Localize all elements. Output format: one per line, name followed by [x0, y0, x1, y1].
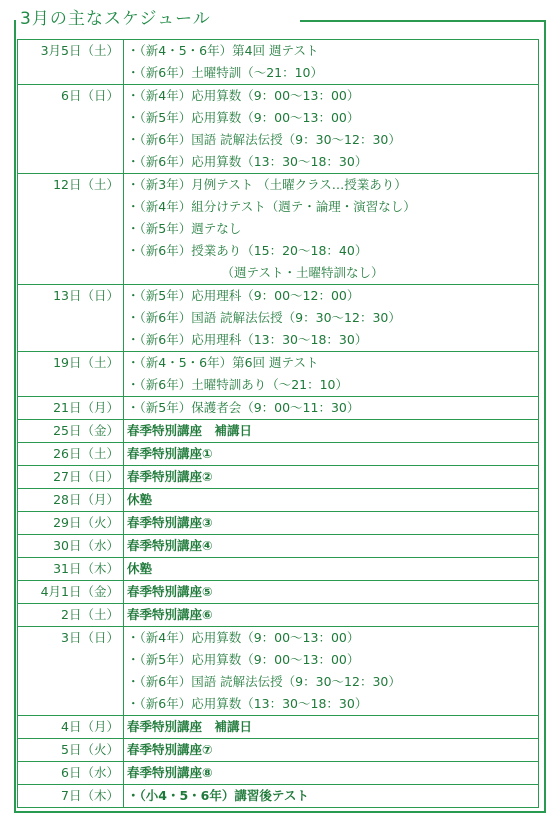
schedule-event-line: ・（新4年）組分けテスト（週テ・論理・演習なし） [127, 199, 416, 214]
schedule-date: 31日（木） [18, 558, 124, 581]
schedule-row [18, 466, 539, 489]
schedule-row [18, 489, 539, 512]
schedule-events [124, 558, 539, 581]
schedule-date: 7日（木） [18, 785, 124, 808]
schedule-events [124, 174, 539, 285]
schedule-row [18, 627, 539, 716]
schedule-date: 13日（日） [18, 285, 124, 352]
schedule-date: 5日（火） [18, 739, 124, 762]
schedule-date: 4月1日（金） [18, 581, 124, 604]
schedule-row [18, 762, 539, 785]
schedule-event-line: 春季特別講座 補講日 [127, 719, 253, 734]
schedule-event-line: ・（新6年）応用算数（13：30〜18：30） [127, 696, 368, 711]
schedule-events [124, 535, 539, 558]
schedule-date: 6日（水） [18, 762, 124, 785]
schedule-event-line: ・（小4・5・6年）講習後テスト [127, 788, 309, 803]
schedule-events [124, 716, 539, 739]
frame-bottom [14, 811, 546, 813]
schedule-event-line: 春季特別講座④ [127, 538, 213, 553]
schedule-events [124, 762, 539, 785]
schedule-event-line: ・（新6年）土曜特訓あり（〜21：10） [127, 377, 349, 392]
schedule-event-line: ・（新5年）応用算数（9：00〜13：00） [127, 110, 360, 125]
schedule-events [124, 604, 539, 627]
schedule-date: 4日（月） [18, 716, 124, 739]
schedule-row [18, 397, 539, 420]
schedule-event-line: 春季特別講座① [127, 446, 213, 461]
schedule-event-line: ・（新5年）保護者会（9：00〜11：30） [127, 400, 360, 415]
schedule-event-line: ・（新6年）応用算数（13：30〜18：30） [127, 154, 368, 169]
schedule-events [124, 581, 539, 604]
schedule-event-line: 春季特別講座⑥ [127, 607, 213, 622]
schedule-event-line: 春季特別講座⑦ [127, 742, 213, 757]
schedule-table [17, 39, 539, 808]
schedule-row [18, 739, 539, 762]
schedule-row [18, 512, 539, 535]
schedule-events [124, 40, 539, 85]
schedule-event-line: 春季特別講座⑧ [127, 765, 213, 780]
schedule-events [124, 85, 539, 174]
schedule-events [124, 489, 539, 512]
schedule-event-line: ・（新6年）国語 読解法伝授（9：30〜12：30） [127, 132, 401, 147]
schedule-date: 26日（土） [18, 443, 124, 466]
schedule-event-line: ・（新6年）土曜特訓（〜21：10） [127, 65, 324, 80]
schedule-body [18, 40, 539, 808]
schedule-event-line: ・（新4年）応用算数（9：00〜13：00） [127, 630, 360, 645]
schedule-date: 30日（水） [18, 535, 124, 558]
schedule-events [124, 785, 539, 808]
schedule-row [18, 716, 539, 739]
schedule-row [18, 420, 539, 443]
schedule-date: 6日（日） [18, 85, 124, 174]
schedule-events [124, 420, 539, 443]
schedule-event-line: （週テスト・土曜特訓なし） [221, 265, 384, 280]
schedule-event-line: ・（新4・5・6年）第4回 週テスト [127, 43, 319, 58]
schedule-events [124, 285, 539, 352]
schedule-event-line: ・（新4・5・6年）第6回 週テスト [127, 355, 319, 370]
schedule-event-line: 休塾 [127, 561, 153, 576]
schedule-event-line: ・（新3年）月例テスト （土曜クラス…授業あり） [127, 177, 407, 192]
schedule-row [18, 285, 539, 352]
schedule-date: 3月5日（土） [18, 40, 124, 85]
schedule-row [18, 581, 539, 604]
schedule-events [124, 443, 539, 466]
schedule-event-line: 春季特別講座③ [127, 515, 213, 530]
schedule-event-line: ・（新4年）応用算数（9：00〜13：00） [127, 88, 360, 103]
schedule-row [18, 85, 539, 174]
schedule-date: 3日（日） [18, 627, 124, 716]
schedule-row [18, 443, 539, 466]
schedule-event-line: 休塾 [127, 492, 153, 507]
frame-right [544, 20, 546, 813]
schedule-events [124, 466, 539, 489]
schedule-event-line: ・（新5年）週テなし [127, 221, 242, 236]
schedule-date: 12日（土） [18, 174, 124, 285]
schedule-event-line: ・（新6年）国語 読解法伝授（9：30〜12：30） [127, 310, 401, 325]
schedule-events [124, 352, 539, 397]
schedule-date: 28日（月） [18, 489, 124, 512]
schedule-row [18, 352, 539, 397]
schedule-events [124, 512, 539, 535]
schedule-event-line: 春季特別講座② [127, 469, 213, 484]
schedule-event-line: ・（新6年）応用理科（13：30〜18：30） [127, 332, 368, 347]
schedule-event-line: ・（新5年）応用理科（9：00〜12：00） [127, 288, 360, 303]
schedule-events [124, 627, 539, 716]
schedule-event-line: ・（新6年）授業あり（15：20〜18：40） [127, 243, 368, 258]
schedule-row [18, 535, 539, 558]
schedule-row [18, 785, 539, 808]
schedule-events [124, 397, 539, 420]
title-rule [300, 20, 546, 22]
schedule-date: 25日（金） [18, 420, 124, 443]
schedule-row [18, 558, 539, 581]
schedule-row [18, 40, 539, 85]
page-title: 3月の主なスケジュール [20, 9, 211, 29]
schedule-events [124, 739, 539, 762]
schedule-date: 19日（土） [18, 352, 124, 397]
schedule-event-line: 春季特別講座 補講日 [127, 423, 253, 438]
frame-left [14, 20, 16, 813]
schedule-date: 2日（土） [18, 604, 124, 627]
schedule-date: 29日（火） [18, 512, 124, 535]
schedule-row [18, 604, 539, 627]
schedule-event-line: ・（新5年）応用算数（9：00〜13：00） [127, 652, 360, 667]
schedule-event-line: 春季特別講座⑤ [127, 584, 213, 599]
schedule-date: 27日（日） [18, 466, 124, 489]
schedule-date: 21日（月） [18, 397, 124, 420]
schedule-row [18, 174, 539, 285]
schedule-event-line: ・（新6年）国語 読解法伝授（9：30〜12：30） [127, 674, 401, 689]
